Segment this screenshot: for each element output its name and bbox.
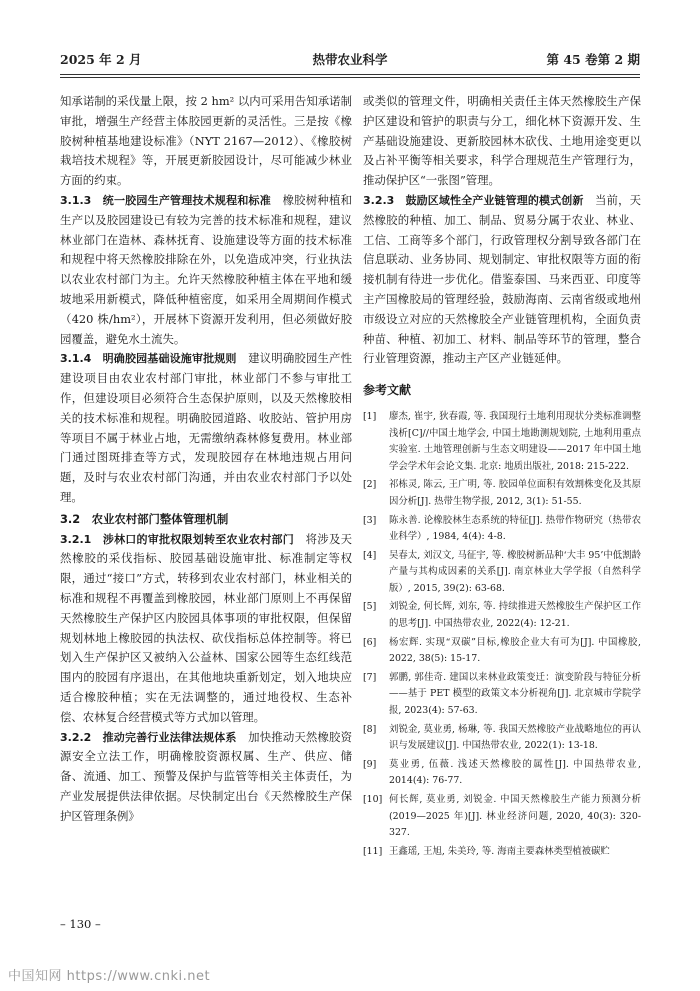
header-rule-thin [60, 77, 640, 78]
section-text: 橡胶树种植和生产以及胶园建设已有较为完善的技术标准和规程，建议林业部门在造林、森林抚育、设施建设等方面的技术标准和规程中将天然橡胶排除在外，以免造成冲突，行业执法以农业农村部门为主。允许天然橡胶种植主体在平地和缓坡地采用新模式，降低种植密度，如采用全周期间作模式（420 株/hm²），开展林下资源开发利用，但必须做好胶园覆盖，避免水土流失。 [60, 192, 352, 346]
reference-item: [2] 祁栋灵, 陈云, 王广明, 等. 胶园单位面积有效割株变化及其原因分析[J]. 热带生物学报, 2012, 3(1): 51-55. [363, 479, 641, 507]
reference-item: [1] 廖杰, 崔宇, 狄春霞, 等. 我国现行土地利用现状分类标准调整浅析[C]//中国土地学会, 中国土地勘测规划院, 土地利用重点实验室. 土地管理创新与生态文明建设——2017 年中国土地学会学术年会论文集. 北京: 地质出版社, 2018: 215-222. [363, 410, 641, 472]
section-title: 3.1.3 统一胶园生产管理技术规程和标准 [60, 193, 271, 207]
reference-item: [7] 郭鹏, 郭佳奇. 建国以来林业政策变迁：演变阶段与特征分析——基于 PET 模型的政策文本分析视角[J]. 北京城市学院学报, 2023(4): 57-63. [363, 671, 641, 717]
reference-item: [6] 杨宏辉. 实现“双碳”目标,橡胶企业大有可为[J]. 中国橡胶, 2022, 38(5): 15-17. [363, 636, 641, 665]
section-3-2-1 [60, 530, 352, 728]
section-3-2-3 [363, 191, 641, 369]
references-heading: 参考文献 [363, 383, 412, 398]
section-3-1-4 [60, 349, 352, 507]
reference-item: [9] 莫业勇, 伍薇. 浅述天然橡胶的属性[J]. 中国热带农业, 2014(4): 76-77. [363, 758, 641, 787]
running-header [60, 50, 640, 72]
journal-title: 热带农业科学 [312, 52, 388, 67]
section-title: 3.2.1 涉林口的审批权限划转至农业农村部门 [60, 532, 295, 546]
header-rule-thick [60, 74, 640, 75]
left-column [60, 92, 352, 826]
right-column [363, 92, 641, 862]
section-title: 3.2.2 推动完善行业法律法规体系 [60, 730, 237, 744]
paragraph: 知承诺制的采伐量上限，按 2 hm² 以内可采用告知承诺制审批，增强生产经营主体胶园更新的灵活性。三是按《橡胶树种植基地建设标准》（NYT 2167—2012）、《橡胶树栽培技术规程》等，开展更新胶园设计，尽可能减少林业方面的约束。 [60, 94, 352, 188]
reference-item: [4] 吴春太, 刘汉文, 马征宇, 等. 橡胶树新品种‘大丰 95’中低割龄产量与其构成因素的关系[J]. 南京林业大学学报（自然科学版）, 2015, 39(2): 63-68. [363, 549, 641, 594]
reference-item: [11] 王鑫瑶, 王旭, 朱美玲, 等. 海南主要森林类型植被碳贮 [363, 845, 610, 857]
page-number: – 130 – [60, 917, 101, 931]
volume-issue: 第 45 卷第 2 期 [546, 52, 640, 67]
section-text: 加快推动天然橡胶资源安全立法工作，明确橡胶资源权属、生产、供应、储备、流通、加工、预警及保护与监管等相关主体责任，为产业发展提供法律依据。尽快制定出台《天然橡胶生产保护区管理条例》 [60, 729, 352, 823]
section-text: 建议明确胶园生产性建设项目由农业农村部门审批，林业部门不参与审批工作，但建设项目必须符合生态保护原则，以及天然橡胶相关的技术标准和规程。明确胶园道路、收胶站、管护用房等项目不属于林业占地，无需缴纳森林修复费用。林业部门通过图斑排查等方式，发现胶园存在林地违规占用问题，及时与农业农村部门沟通，并由农业农村部门予以处理。 [60, 351, 352, 504]
section-3-1-3 [60, 191, 352, 349]
reference-item: [5] 刘锐金, 何长辉, 刘东, 等. 持续推进天然橡胶生产保护区工作的思考[J]. 中国热带农业, 2022(4): 12-21. [363, 601, 641, 630]
section-text: 将涉及天然橡胶的采伐指标、胶园基础设施审批、标准制定等权限，通过“接口”方式，转移到农业农村部门，林业相关的标准和规程不再覆盖到橡胶园，林业部门原则上不再保留天然橡胶生产保护区内胶园具体事项的审批权限，但保留规划林地上橡胶园的执法权、砍伐指标总体控制等。将已划入生产保护区又被纳入公益林、国家公园等生态红线范围内的胶园有序退出，在其他地块重新划定，划入地块应适合橡胶种植；实在无法调整的，通过地役权、生态补偿、农林复合经营模式等方式加以管理。 [60, 531, 352, 724]
reference-item: [3] 陈永善. 论橡胶林生态系统的特征[J]. 热带作物研究（热带农业科学）, 1984, 4(4): 4-8. [363, 514, 641, 543]
section-3-2-2 [60, 728, 352, 827]
header-date: 2025 年 2 月 [60, 52, 142, 67]
section-title: 3.2.3 鼓励区域性全产业链管理的模式创新 [363, 193, 584, 207]
reference-item: [10] 何长辉, 莫业勇, 刘锐金. 中国天然橡胶生产能力预测分析(2019—2025 年)[J]. 林业经济问题, 2020, 40(3): 320-327. [363, 794, 641, 839]
cnki-watermark: 中国知网 https://www.cnki.net [8, 969, 211, 984]
section-title: 3.1.4 明确胶园基础设施审批规则 [60, 352, 237, 366]
reference-item: [8] 刘锐金, 莫业勇, 杨琳, 等. 我国天然橡胶产业战略地位的再认识与发展建议[J]. 中国热带农业, 2022(1): 13-18. [363, 723, 641, 752]
section-3-2-heading: 3.2 农业农村部门整体管理机制 [60, 511, 229, 526]
section-text: 当前，天然橡胶的种植、加工、制品、贸易分属于农业、林业、工信、工商等多个部门，行政管理权分割导致各部门在信息联动、业务协同、规划制定、审批权限等方面的衔接机制有待进一步优化。借鉴泰国、马来西亚、印度等主产国橡胶局的管理经验，鼓励海南、云南省级或地州市级设立对应的天然橡胶全产业链管理机构，全面负责种苗、种植、初加工、材料、制品等环节的管理，整合行业管理资源，推动主产区产业链延伸。 [363, 192, 641, 366]
reference-list [363, 409, 641, 860]
paragraph: 或类似的管理文件，明确相关责任主体天然橡胶生产保护区建设和管护的职责与分工，细化林下资源开发、生产基础设施建设、更新胶园林木砍伐、土地用途变更以及占补平衡等相关要求，科学合理规范生产管理行为，推动保护区“一张图”管理。 [363, 94, 641, 188]
